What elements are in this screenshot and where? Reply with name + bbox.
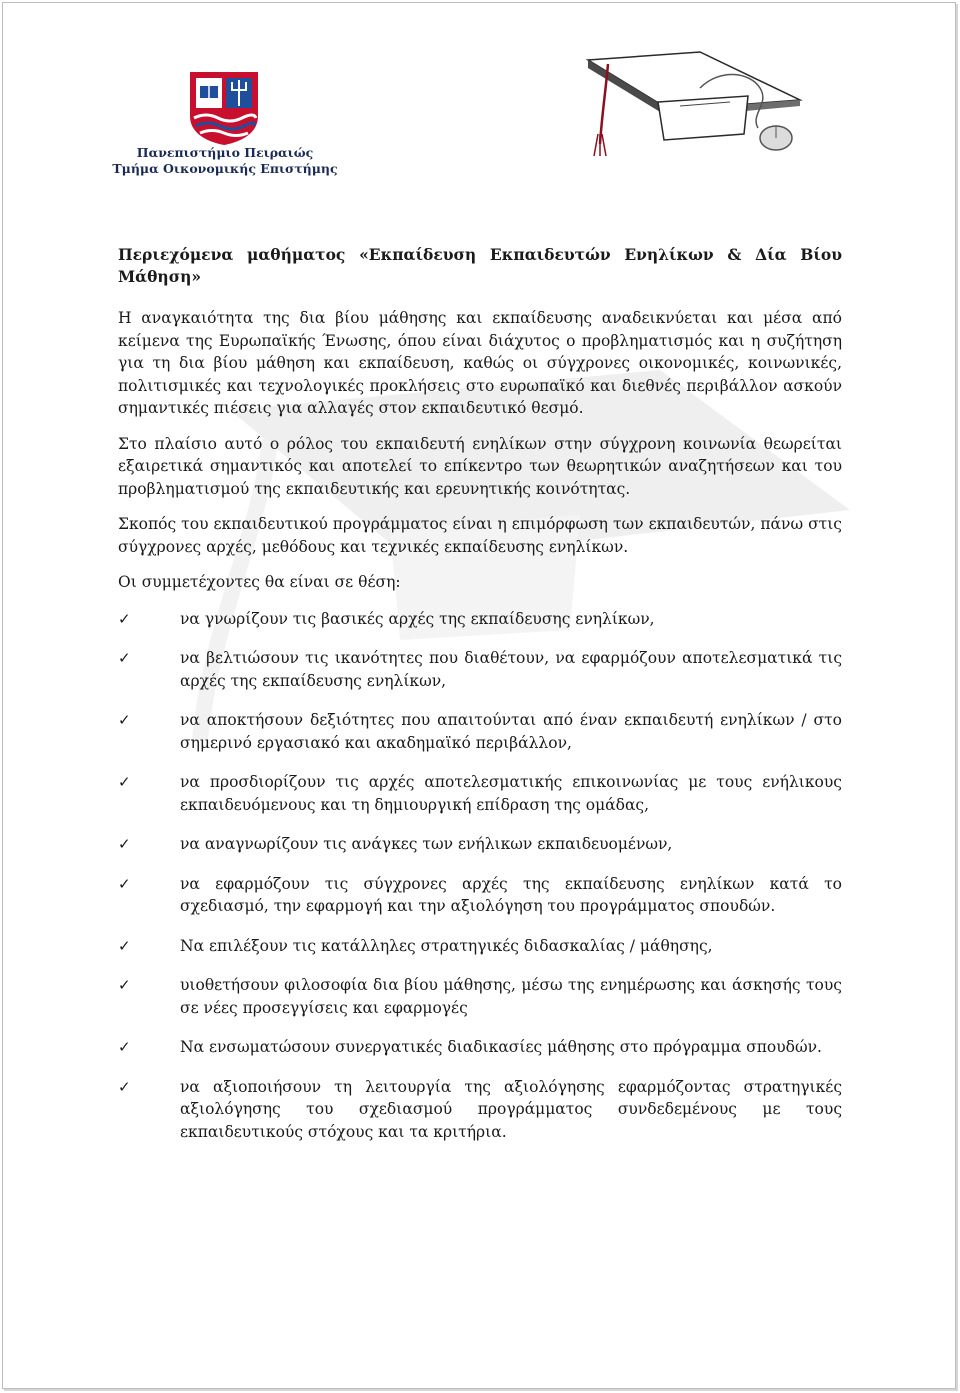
list-item xyxy=(118,647,842,692)
objectives-lead: Οι συμμετέχοντες θα είναι σε θέση: xyxy=(118,573,401,591)
list-item xyxy=(118,935,842,958)
checkmark-icon: ✓ xyxy=(118,835,131,853)
checkmark-icon: ✓ xyxy=(118,649,131,667)
objective-text: να βελτιώσουν τις ικανότητες που διαθέτουν, να εφαρμόζουν αποτελεσματικά τις αρχές της εκπαίδευσης ενηλίκων, xyxy=(180,649,842,690)
document-body xyxy=(118,244,842,1160)
checkmark-icon: ✓ xyxy=(118,936,131,955)
list-item xyxy=(118,771,842,816)
objective-text: Να ενσωματώσουν συνεργατικές διαδικασίες μάθησης στο πρόγραμμα σπουδών. xyxy=(180,1038,822,1056)
objective-text: να γνωρίζουν τις βασικές αρχές της εκπαίδευσης ενηλίκων, xyxy=(180,609,655,628)
document-title: Περιεχόμενα μαθήματος «Εκπαίδευση Εκπαιδευτών Ενηλίκων & Δία Βίου Μάθηση» xyxy=(118,245,842,286)
paragraph-program-goal: Σκοπός του εκπαιδευτικού προγράμματος είναι η επιμόρφωση των εκπαιδευτών, πάνω στις σύγχρονες αρχές, μεθόδους και τεχνικές εκπαίδευσης ενηλίκων. xyxy=(118,515,842,556)
checkmark-icon: ✓ xyxy=(118,609,131,628)
objective-text: να εφαρμόζουν τις σύγχρονες αρχές της εκπαίδευσης ενηλίκων κατά το σχεδιασμό, την εφαρμογή και την αξιολόγηση του προγράμματος σπουδών. xyxy=(180,874,842,915)
checkmark-icon: ✓ xyxy=(118,1077,131,1096)
list-item xyxy=(118,608,842,631)
graduation-cap-mouse-icon xyxy=(580,48,805,158)
list-item xyxy=(118,709,842,754)
objective-text: να αναγνωρίζουν τις ανάγκες των ενήλικων εκπαιδευομένων, xyxy=(180,835,673,853)
institution-name xyxy=(100,145,350,177)
institution-line-2: Τμήμα Οικονομικής Επιστήμης xyxy=(112,161,338,176)
objective-text: υιοθετήσουν φιλοσοφία δια βίου μάθησης, μέσω της ενημέρωσης και άσκησής τους σε νέες προσεγγίσεις και εφαρμογές xyxy=(180,976,842,1017)
institution-line-1: Πανεπιστήμιο Πειραιώς xyxy=(136,145,314,160)
paragraph-eu-context: Η αναγκαιότητα της δια βίου μάθησης και εκπαίδευσης αναδεικνύεται και μέσα από κείμενα της Ευρωπαϊκής Ένωσης, όπου είναι διάχυτος ο προβληματισμός και η συζήτηση για τη δια βίου μάθηση και εκπαίδευση, καθώς οι σύγχρονες οικονομικές, κοινωνικές, πολιτισμικές και τεχνολογικές προκλήσεις στο ευρωπαϊκό και διεθνές περιβάλλον ασκούν σημαντικές πιέσεις για αλλαγές στον εκπαιδευτικό θεσμό. xyxy=(118,309,842,417)
checkmark-icon: ✓ xyxy=(118,976,131,994)
checkmark-icon: ✓ xyxy=(118,1038,131,1056)
list-item xyxy=(118,974,842,1019)
objective-text: Να επιλέξουν τις κατάλληλες στρατηγικές διδασκαλίας / μάθησης, xyxy=(180,936,713,955)
objectives-list xyxy=(118,608,842,1144)
objective-text: να αξιοποιήσουν τη λειτουργία της αξιολόγησης εφαρμόζοντας στρατηγικές αξιολόγησης του σχεδιασμού προγράμματος συνδεδεμένους με τους εκπαιδευτικούς στόχους και τα κριτήρια. xyxy=(180,1077,842,1141)
objective-text: να αποκτήσουν δεξιότητες που απαιτούνται από έναν εκπαιδευτή ενηλίκων / στο σημερινό εργασιακό και ακαδημαϊκό περιβάλλον, xyxy=(180,711,842,752)
list-item xyxy=(118,833,842,856)
list-item xyxy=(118,873,842,918)
checkmark-icon: ✓ xyxy=(118,773,131,791)
checkmark-icon: ✓ xyxy=(118,874,131,893)
paragraph-trainer-role: Στο πλαίσιο αυτό ο ρόλος του εκπαιδευτή ενηλίκων στην σύγχρονη κοινωνία θεωρείται εξαιρετικά σημαντικός και αποτελεί το επίκεντρο των θεωρητικών αναζητήσεων και του προβληματισμού της εκπαιδευτικής και ερευνητικής κοινότητας. xyxy=(118,434,842,498)
objective-text: να προσδιορίζουν τις αρχές αποτελεσματικής επικοινωνίας με τους ενήλικους εκπαιδευόμενους και τη δημιουργική επίδραση της ομάδας, xyxy=(180,773,842,814)
university-crest-icon xyxy=(186,70,262,146)
list-item xyxy=(118,1036,842,1059)
list-item xyxy=(118,1076,842,1144)
checkmark-icon: ✓ xyxy=(118,711,131,729)
